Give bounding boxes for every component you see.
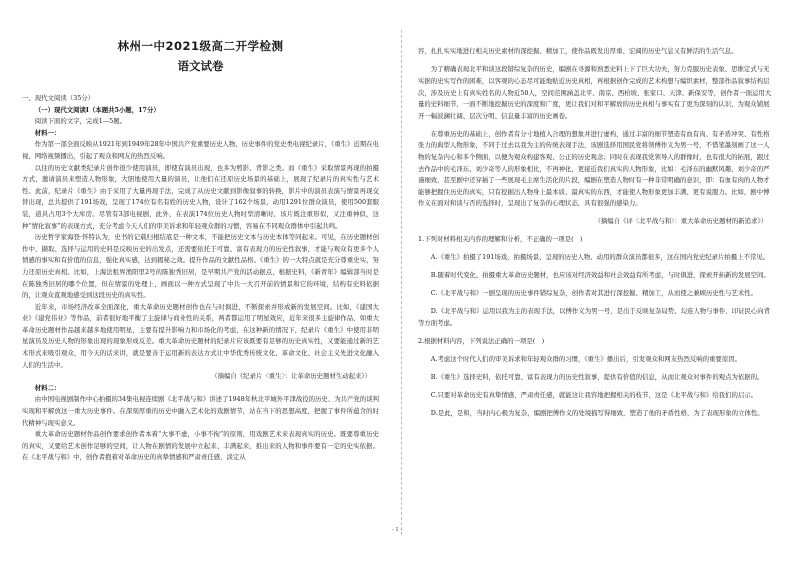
- question-1-option-a: A.《重生》拍摄了191场戏，拍摄场景、呈现的历史人物、动用的群众演员都很多，这在国内党史纪录片拍摄上不常见。: [430, 253, 770, 262]
- material1-paragraph-3: 历史哲学家海登·怀特认为，史书的记载归根结底是一种文本，不能把历史文本与历史本体等同起来。可见，在历史题材创作中，撷取、选择与运用的史料是反映历史的出发点，还需要依托于可靠、富有表现力的历史性叙事，才能与观众有更多个人情感的事实和有价值的信息，强化真实感，达到揭秘之效。提升作品的文献性品格。《重生》的一大特点就是充分尊重史实，努力还原历史真相。比如，上海法租界渔阳里2号的陈独秀旧居，是早期共产党的活动据点，根据史料，《新青年》编辑部当时是在陈独秀旧居的哪个位置，但在情景的处理上，画面以一种方式呈现了中共一大召开前的情景和它的环境，结构有史料依据的，让观众直观地感受到这段历史的真实性。: [22, 233, 379, 300]
- question-1-option-c: C.《北平战与和》一剧呈现的历史事件错综复杂，创作者对其进行深挖掘、精加工，从而使之兼顾历史性与艺术性。: [430, 289, 758, 298]
- question-2-option-b: B.《重生》选择史料，依托可靠、富有表现力的历史性叙事，提供有价值的信息，从而让观众对事件的观点为依据的。: [430, 372, 764, 381]
- question-2: 2.根据材料内容，下列说法正确的一项是( ): [418, 336, 545, 345]
- material1-label: 材料一：: [34, 128, 61, 137]
- question-2-option-a: A.考虑这个时代人们的审美诉求和年轻观众群的习惯，《重生》播出后，引发观众和网友热烈反响的重要原因。: [430, 354, 741, 363]
- material2-label: 材料二：: [34, 383, 61, 392]
- question-1: 1.下列对材料相关内容的理解和分析，不正确的一项是( ): [418, 235, 583, 244]
- section-heading: 一、现代文阅读（35分）: [22, 94, 95, 102]
- exam-subtitle: 语文试卷: [177, 59, 224, 73]
- material1-paragraph-1: 作为第一部全面反映从1921年到1949年28年中国共产党重要历史人物、历史事件的党史类电视纪录片，《重生》近期在电视、网络视频播出，引起了观众和网友的热烈反响。: [22, 140, 380, 160]
- material1-paragraph-2: 以往的历史文献类纪录片创作很少使用演员，即使有演员出现，也多为剪影、背影之类。而《重生》采取情景再现的拍摄方式，邀请演员来塑造人物形象，大胆地使用大量的演员，让他们在还原历史场景的基础上，展现了纪录片的真实性与艺术性。此前，纪录片《重生》由于采用了大量再现手法，完成了从历史文献到影像叙事的转换，影片中的演员表演与情景再现交替出现，总共提供了191场戏，呈现了174位有名有姓的历史人物，设计了162个场景，动用1291位群众演员，使用500套服装，道具占用3个大库房。尽管有3部电视剧，此外，在表演174位历史人物时型清晰时，该片既注重形似，又注重神似，这种“情化叙事”的表现方式，充分考虑今天人们的审美诉求和年轻观众群的习惯，容易在不同观众群体中引起共鸣。: [22, 163, 379, 230]
- left-body: [22, 93, 379, 464]
- subsection-heading: （一）现代文阅读Ⅰ（本题共5小题，17分）: [34, 105, 160, 114]
- material2-paragraph-2: 重大革命历史题材作品创作要求创作者本着“大事不虚，小事不拘”的原则，用戏剧艺术来表现真实的历史。既要尊重历史的真实，又要给艺术创作足够的空间，让人物在剧情的发展中立起来、丰满起来，推出来的人物和事件要有一定的史实依据。在《北平战与和》中，创作者抱着对革命历史的真挚情感和严肃责任感，淡定从: [22, 430, 379, 462]
- material1-paragraph-4: 近年来，市场经济改革全面深化，重大革命历史题材创作也在与时俱进，不断探索并形成新的发展空间。比如，《建国大业》《建党伟业》等作品，前者很好地平衡了主旋律与商业性的关系，两者都运用了明星效应，近年来很多主旋律作品，如重大革命历史题材作品越来越多地使用明星，主要有提升影响力和市场化的考虑，在这种新的情况下，纪录片《重生》中使用非明星演员及历史人物的形象出现的现象形成反差。重大革命历史题材的纪录片应该既要有足够的历史真实性，又要能通过新的艺术形式来吸引观众，用今天的话来讲，就是要善于运用新的表达方式让中华优秀传统文化、革命文化、社会主义先进文化融入人们的生活中。: [22, 302, 379, 369]
- exam-title: 林州一中2021级高二开学检测: [117, 39, 284, 53]
- material2-paragraph-3: 为了精确表现北平和谈这段错综复杂的历史，编剧在寻源和熟悉史料上下了巨大功夫，努力克服历史表象、思维定式与无实据的史实写作的困难，以客观的心态尽可能地贴近历史真相，再根据创作完成的艺术构想与编织素材，整部作品叙事结构层次，涉及历史上有真实姓名的人物近50人，空间范围涵盖北平、南京、西柏坡、张家口、天津、新保安等，创作者一面运用大量的史料细节，一面不断地挖掘历史的深度和广度，更让我们对和平解放的历史真相与事实有了更为深刻的认识，为观众铺展开一幅波澜壮阔、层次分明、信息量丰富的历史画卷。: [418, 65, 772, 120]
- question-1-option-b: B.随着时代变化，拍摄重大革命历史题材，也应该对经济效益和社会效益有所考虑，与时俱进，探索开拓新的发展空间。: [430, 271, 770, 280]
- material2-source: （摘编自《评〈北平战与和〉：重大革命历史题材的新追求》）: [594, 217, 767, 226]
- question-2-option-c: C.只要对革命历史有真挚情感，严肃责任感，就能这让我容地把握相关的枝节，这是《北平战与和》给我们的启示。: [430, 390, 758, 399]
- instruction: 阅读下面的文字，完成1—5题。: [34, 117, 127, 126]
- material2-continued: 容，扎扎实实地进行相关历史素材的深挖掘、精加工，使作品既发出厚重、宏阔的历史气息又有鲜活的生活气息。: [418, 47, 738, 56]
- material1-source: （摘编自《纪录片〈重生〉：让革命历史题材生动起来》）: [211, 372, 371, 381]
- question-2-option-d: D.是此，是和，当时内心极为复杂，编剧把傅作义的处境描写得细致，塑造了他的矛盾性格，为了表现形象的立体性。: [430, 408, 764, 417]
- right-column: [418, 40, 775, 426]
- material2-paragraph-1: 由中国电视剧制作中心拍摄的34集电视连续剧《北平战与和》讲述了1948年秋北平城外平津战役的历史、为共产党的谈判实现和平解放这一重大历史事件。在深刻厚重的历史中融入艺术化的戏剧情节，站在当下的思想高度，把握了事件所蕴含的时代精神与现实意义。: [22, 395, 379, 427]
- page-number: - 1 -: [391, 527, 403, 533]
- material2-paragraph-4: 在尊重历史的基础上，创作者有分寸地植入合理的想象并进行虚构，通过丰富的细节塑造有血有肉、有矛盾冲突、有性格张力的典型人物形象，不同于过去以我为主的传统表现手法，该剧选择用国民党将领傅作义为男一号，不惜笔墨刻画了这一人物的复杂内心和多个侧面，以便为观众构建客观、公正的历史观念；同时在表现我党领导人的群像时，也有很大的拓展，跟过去作品中的毛泽东、刘少奇等人的形象相比，不再神化，更接近我们真实的人物形象，比如：毛泽东的幽默风趣、刘少奇的严谨细致，甚至剧中还穿插了一些展现毛主席生活化的片段，编剧在塑造人物时有一种非常明确的意识，即：有血有肉的人物才能够把握住历史的真实，只有挖掘出人物身上最本质、最真实的东西，才能使人物形象更加丰满、更有说服力。比如，剧中傅作义在面对和谈与否的选择时，呈现出了复杂的心理状态，具有很强的感染力。: [418, 129, 770, 208]
- column-divider: [401, 30, 402, 535]
- question-1-option-d: D.《北平战与和》运用以我为主的表现手法，以傅作义为男一号，是出于反映复杂局势、勾连人物与事件、印证民心向背等方面考虑。: [418, 307, 771, 327]
